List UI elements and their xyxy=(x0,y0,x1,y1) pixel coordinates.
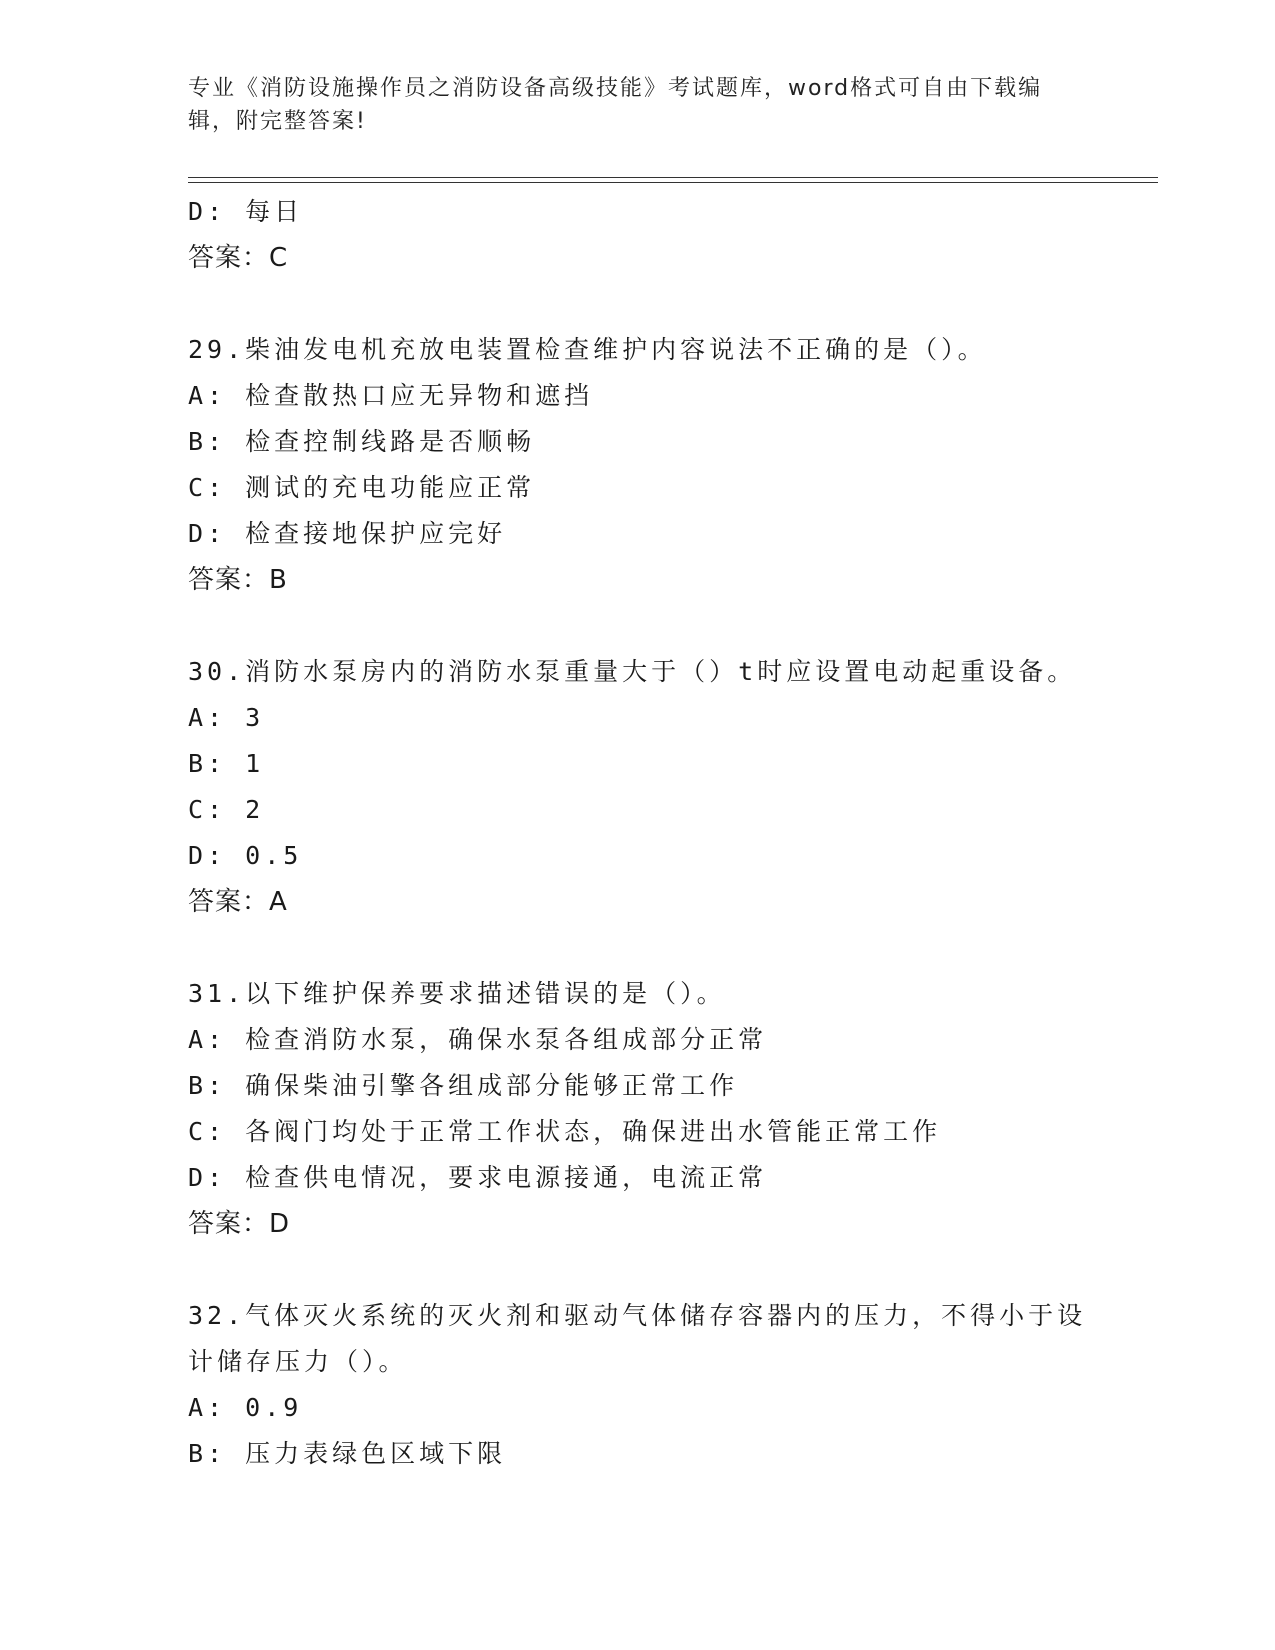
answer-line: 答案：B xyxy=(188,565,288,595)
question-list xyxy=(188,189,1148,1477)
option-b: B: 1 xyxy=(188,749,265,778)
question-block-32 xyxy=(188,1293,1148,1477)
option-d: D: 每日 xyxy=(188,197,304,226)
option-d: D: 检查接地保护应完好 xyxy=(188,519,507,548)
option-c: C: 2 xyxy=(188,795,265,824)
option-a: A: 3 xyxy=(188,703,265,732)
answer-line: 答案：C xyxy=(188,243,289,273)
question-text: 32.气体灭火系统的灭火剂和驱动气体储存容器内的压力，不得小于设计储存压力（）。 xyxy=(188,1301,1087,1376)
option-d: D: 检查供电情况，要求电源接通，电流正常 xyxy=(188,1163,768,1192)
question-text: 31.以下维护保养要求描述错误的是（）。 xyxy=(188,979,726,1008)
option-a: A: 检查消防水泵，确保水泵各组成部分正常 xyxy=(188,1025,768,1054)
header-divider-bottom xyxy=(188,182,1158,183)
option-a: A: 检查散热口应无异物和遮挡 xyxy=(188,381,594,410)
option-a: A: 0.9 xyxy=(188,1393,303,1422)
option-b: B: 检查控制线路是否顺畅 xyxy=(188,427,536,456)
option-d: D: 0.5 xyxy=(188,841,303,870)
document-header: 专业《消防设施操作员之消防设备高级技能》考试题库，word格式可自由下载编辑，附完整答案! xyxy=(188,76,1043,134)
option-b: B: 压力表绿色区域下限 xyxy=(188,1439,507,1468)
question-text: 29.柴油发电机充放电装置检查维护内容说法不正确的是（）。 xyxy=(188,335,987,364)
question-block-29 xyxy=(188,327,1148,603)
answer-line: 答案：A xyxy=(188,887,288,917)
question-block-30 xyxy=(188,649,1148,925)
question-text: 30.消防水泵房内的消防水泵重量大于（）t时应设置电动起重设备。 xyxy=(188,657,1077,686)
option-c: C: 各阀门均处于正常工作状态，确保进出水管能正常工作 xyxy=(188,1117,942,1146)
option-c: C: 测试的充电功能应正常 xyxy=(188,473,536,502)
option-b: B: 确保柴油引擎各组成部分能够正常工作 xyxy=(188,1071,739,1100)
question-block-31 xyxy=(188,971,1148,1247)
header-divider-top xyxy=(188,177,1158,178)
question-block-28 xyxy=(188,189,1148,281)
answer-line: 答案：D xyxy=(188,1209,291,1239)
